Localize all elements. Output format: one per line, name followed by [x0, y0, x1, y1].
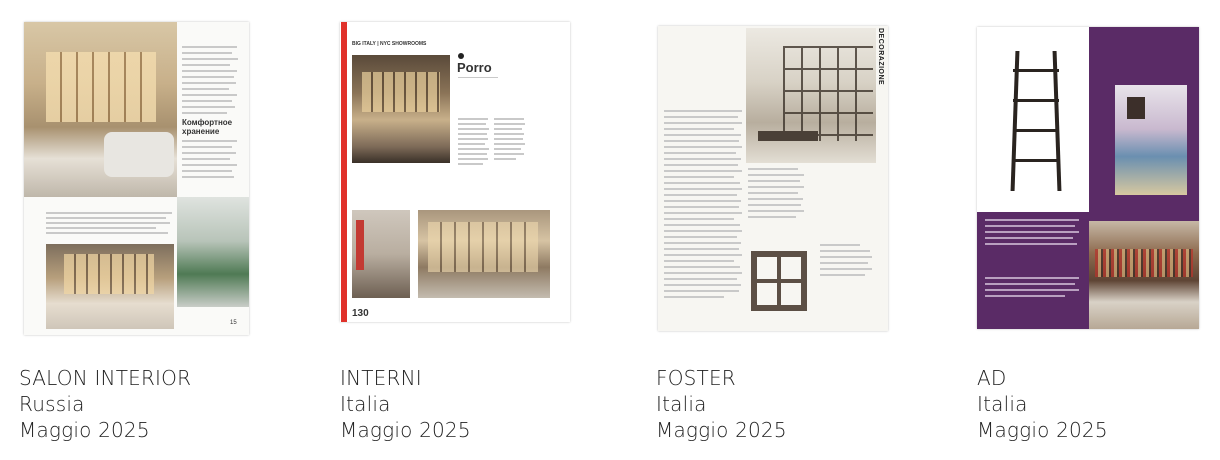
bookshelf-photo [977, 27, 1089, 212]
publication-name: INTERNI [340, 366, 422, 390]
publication-name: FOSTER [656, 366, 736, 390]
publication-country: Russia [19, 392, 85, 416]
press-caption [19, 365, 191, 443]
publication-country: Italia [656, 392, 707, 416]
press-caption [977, 365, 1108, 443]
circle-marker [458, 53, 464, 59]
magazine-spread-thumbnail[interactable] [658, 26, 888, 331]
publication-issue: Maggio 2025 [340, 418, 471, 442]
publication-name: SALON INTERIOR [19, 366, 192, 390]
shelving-photo [177, 197, 249, 307]
headline: Porro [457, 60, 492, 75]
press-caption [340, 365, 471, 443]
magazine-spread-thumbnail[interactable] [24, 22, 249, 335]
magazine-spread-thumbnail[interactable] [340, 22, 570, 322]
page-number: 15 [230, 320, 237, 326]
publication-name: AD [977, 366, 1007, 390]
publication-issue: Maggio 2025 [977, 418, 1108, 442]
publication-country: Italia [340, 392, 391, 416]
red-accent-bar [341, 22, 347, 322]
kicker: BIG ITALY | NYC SHOWROOMS [352, 41, 427, 47]
page-number: 130 [352, 308, 369, 319]
publication-issue: Maggio 2025 [656, 418, 787, 442]
publication-issue: Maggio 2025 [19, 418, 150, 442]
press-caption [656, 365, 787, 443]
page-heading: Комфортное хранение [182, 118, 233, 136]
side-label: DECORAZIONE [877, 28, 884, 86]
publication-country: Italia [977, 392, 1028, 416]
magazine-spread-thumbnail[interactable] [977, 27, 1199, 329]
